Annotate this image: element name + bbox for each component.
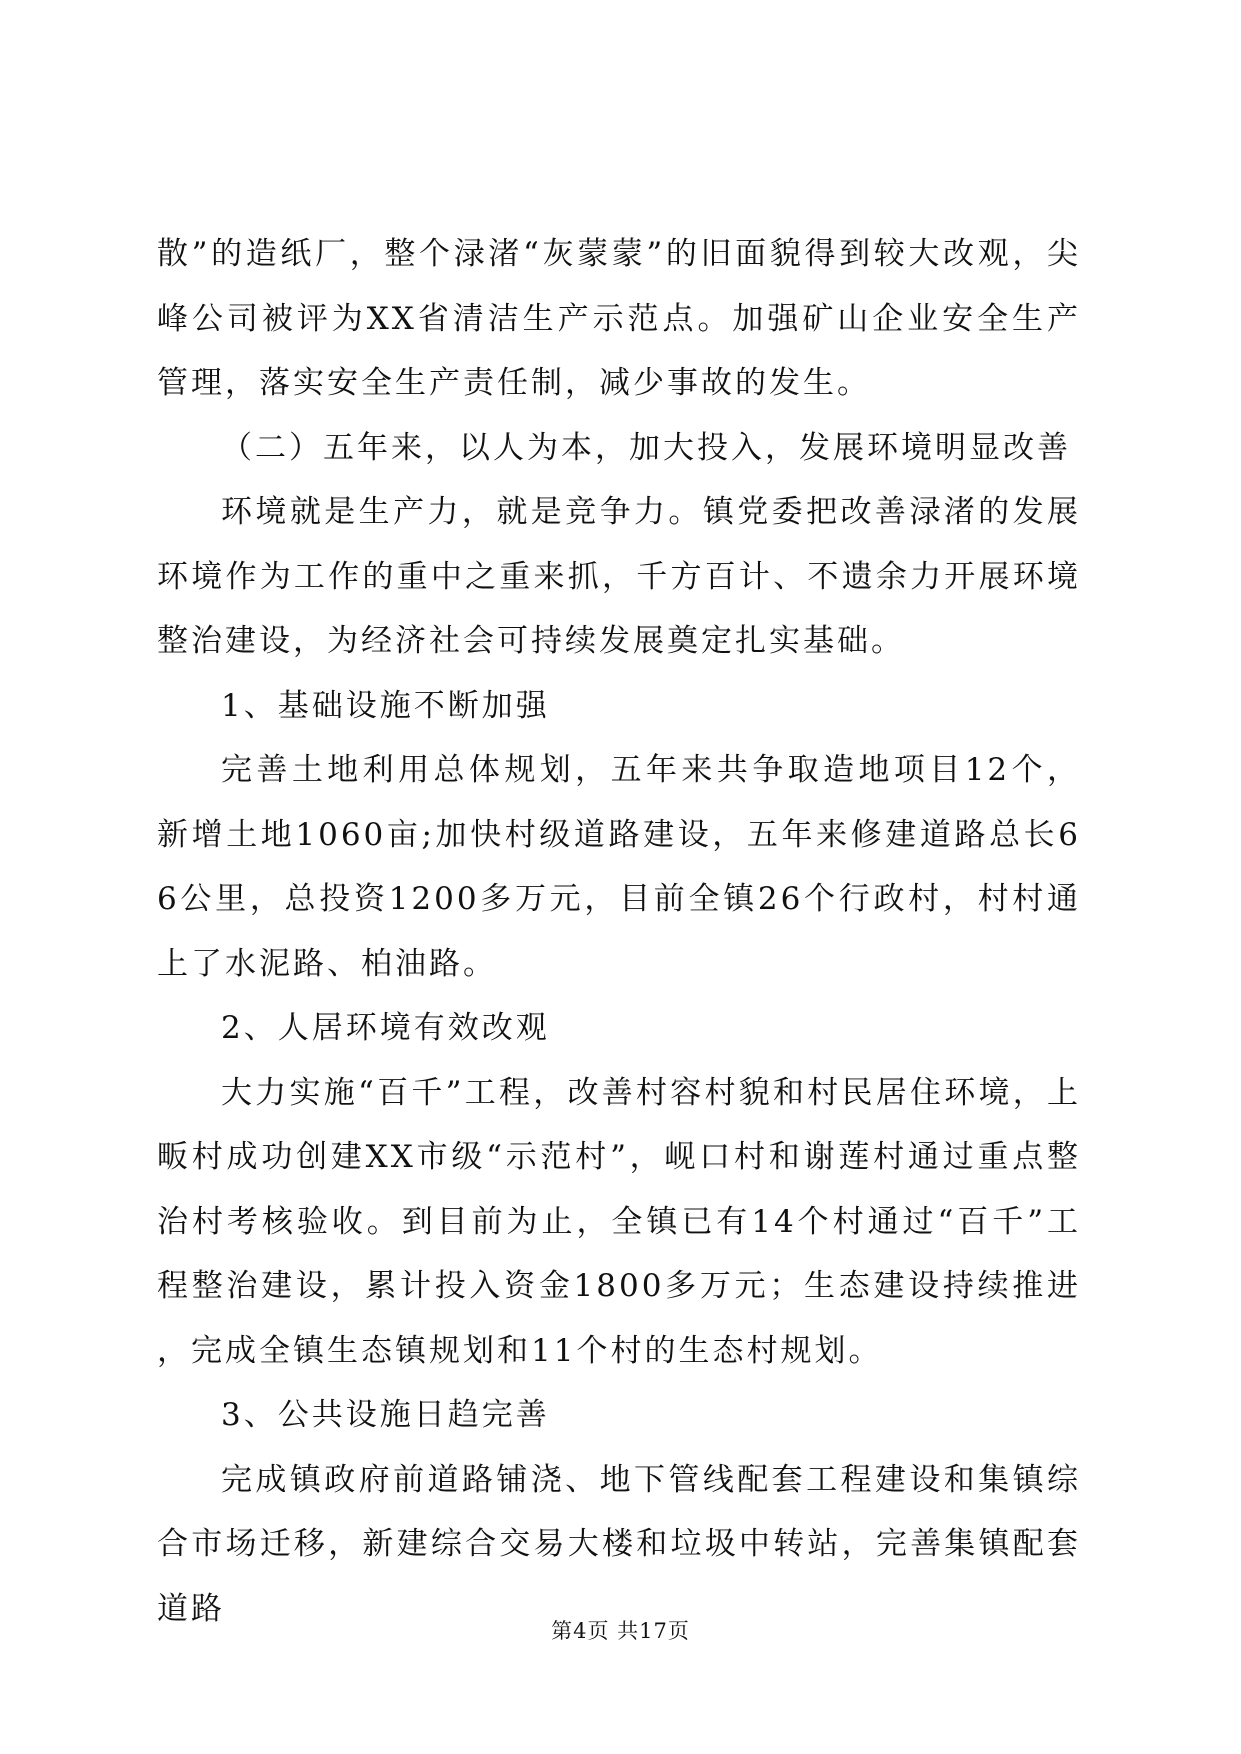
paragraph-infrastructure: 完善土地利用总体规划，五年来共争取造地项目12个，新增土地1060亩;加快村级道路建设，五年来修建道路总长66公里，总投资1200多万元，目前全镇26个行政村，村村通上了水泥路、柏油路。	[157, 752, 1081, 982]
subheading-living-environment: 2、人居环境有效改观	[221, 1010, 550, 1046]
subheading-public-facilities: 3、公共设施日趋完善	[221, 1397, 550, 1433]
paragraph-public-facilities: 完成镇政府前道路铺浇、地下管线配套工程建设和集镇综合市场迁移，新建综合交易大楼和垃圾中转站，完善集镇配套道路	[157, 1461, 1081, 1627]
page-number-footer: 第4页 共17页	[551, 1619, 690, 1643]
document-body	[157, 222, 1081, 1641]
paragraph-continuation: 散”的造纸厂，整个渌渚“灰蒙蒙”的旧面貌得到较大改观，尖峰公司被评为XX省清洁生产示范点。加强矿山企业安全生产管理，落实安全生产责任制，减少事故的发生。	[157, 236, 1081, 401]
section-heading-2: （二）五年来，以人为本，加大投入，发展环境明显改善	[221, 429, 1071, 466]
paragraph-environment: 环境就是生产力，就是竞争力。镇党委把改善渌渚的发展环境作为工作的重中之重来抓，千方百计、不遗余力开展环境整治建设，为经济社会可持续发展奠定扎实基础。	[157, 494, 1081, 659]
subheading-infrastructure: 1、基础设施不断加强	[221, 687, 550, 724]
paragraph-living-environment: 大力实施“百千”工程，改善村容村貌和村民居住环境，上畈村成功创建XX市级“示范村”，岘口村和谢莲村通过重点整治村考核验收。到目前为止，全镇已有14个村通过“百千”工程整治建设，累计投入资金1800多万元；生态建设持续推进，完成全镇生态镇规划和11个村的生态村规划。	[157, 1074, 1081, 1369]
